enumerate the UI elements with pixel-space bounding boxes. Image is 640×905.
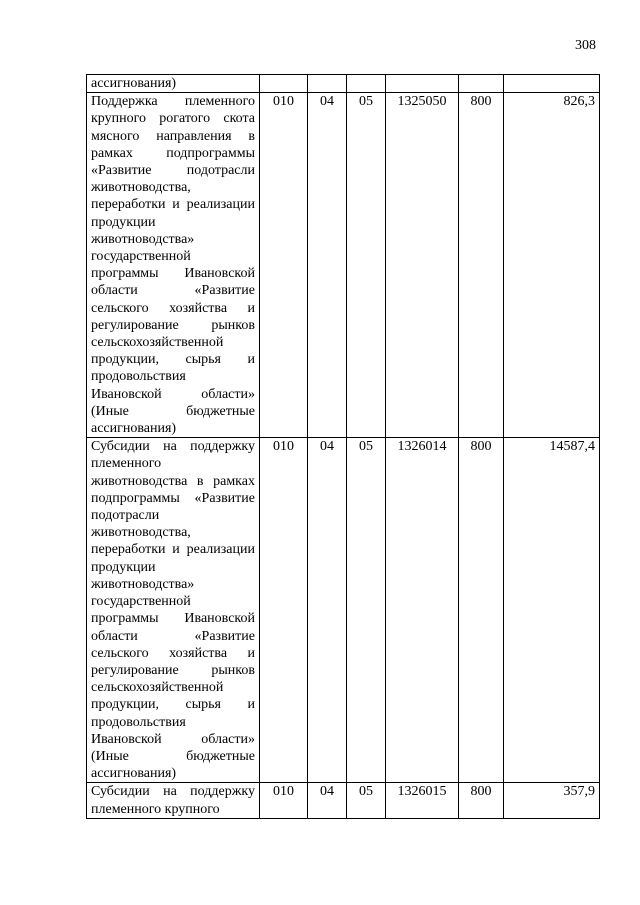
row-gr-cell: 010 [260,783,308,818]
row-gr-cell: 010 [260,438,308,783]
row-cs-cell: 1326015 [386,783,459,818]
row-name-cell: Поддержка племенного крупного рогатого скота мясного направления в рамках подпрограммы «Развитие подотрасли животноводства, переработки и реализации продукции животноводства» государственной программы Ивановской области «Развитие сельского хозяйства и регулирование рынков сельскохозяйственной продукции, сырья и продовольствия Ивановской области» (Иные бюджетные ассигнования) [87,93,260,438]
row-vr-cell: 800 [459,93,504,438]
page-number: 308 [575,38,596,53]
row-vr-cell [459,75,504,93]
row-pr-cell [347,75,386,93]
row-rz-cell: 04 [308,438,347,783]
table-row [87,783,600,818]
row-rz-cell: 04 [308,783,347,818]
row-cs-cell: 1326014 [386,438,459,783]
row-name-cell: Субсидии на поддержку племенного крупного [87,783,260,818]
row-sum-cell [504,75,600,93]
budget-table [86,74,600,819]
row-sum-cell: 14587,4 [504,438,600,783]
row-name-cell: ассигнования) [87,75,260,93]
row-name-cell: Субсидии на поддержку племенного животноводства в рамках подпрограммы «Развитие подотрасли животноводства, переработки и реализации продукции животноводства» государственной программы Ивановской области «Развитие сельского хозяйства и регулирование рынков сельскохозяйственной продукции, сырья и продовольствия Ивановской области» (Иные бюджетные ассигнования) [87,438,260,783]
table-row-continuation [87,75,600,93]
row-pr-cell: 05 [347,783,386,818]
row-cs-cell [386,75,459,93]
row-rz-cell: 04 [308,93,347,438]
row-gr-cell: 010 [260,93,308,438]
row-sum-cell: 357,9 [504,783,600,818]
table-row [87,93,600,438]
row-vr-cell: 800 [459,783,504,818]
table-row [87,438,600,783]
row-pr-cell: 05 [347,438,386,783]
row-rz-cell [308,75,347,93]
row-cs-cell: 1325050 [386,93,459,438]
row-sum-cell: 826,3 [504,93,600,438]
row-gr-cell [260,75,308,93]
row-vr-cell: 800 [459,438,504,783]
row-pr-cell: 05 [347,93,386,438]
